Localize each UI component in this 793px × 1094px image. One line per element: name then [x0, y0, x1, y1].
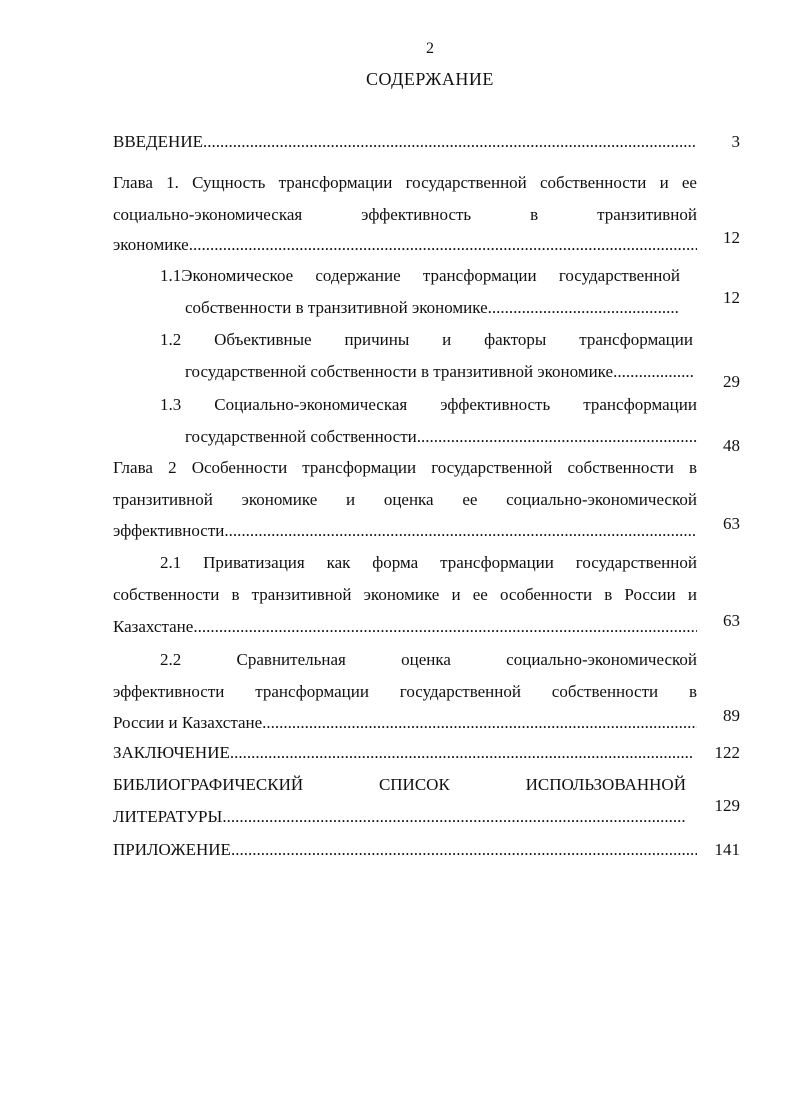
toc-page-number: 89 — [723, 706, 740, 725]
toc-entry-text: 1.3 Социально-экономическая эффективность трансформации — [160, 395, 697, 414]
toc-entry-title — [113, 617, 697, 637]
toc-entry-text: собственности в транзитивной экономике и ее особенности в России и — [113, 585, 697, 604]
toc-entry-text: транзитивной экономике и оценка ее социально-экономической — [113, 490, 697, 509]
toc-entry-title — [113, 235, 697, 255]
dot-leader — [193, 617, 697, 637]
toc-entry-title — [113, 807, 686, 827]
toc-entry-text: государственной собственности в транзитивной экономике — [185, 362, 614, 381]
toc-page-number: 63 — [723, 611, 740, 630]
toc-entry-text: социально-экономическая эффективность в транзитивной — [113, 205, 697, 224]
toc-entry-text: ПРИЛОЖЕНИЕ — [113, 840, 231, 859]
toc-entry-text: Глава 2 Особенности трансформации государственной собственности в — [113, 458, 697, 477]
dot-leader — [189, 235, 697, 255]
toc-page-number: 29 — [723, 372, 740, 391]
toc-entry-text: Казахстане — [113, 617, 194, 636]
toc-entry-title — [113, 743, 692, 763]
dot-leader — [203, 132, 697, 152]
toc-entry-title — [113, 132, 697, 152]
toc-entry-title — [185, 427, 697, 447]
dot-leader — [222, 807, 686, 827]
toc-entry-text: экономике — [113, 235, 189, 254]
toc-entry-title — [113, 713, 697, 733]
toc-entry-text: Глава 1. Сущность трансформации государственной собственности и ее — [113, 173, 697, 192]
toc-entry-text: собственности в транзитивной экономике — [185, 298, 488, 317]
toc-entry-title — [185, 298, 680, 318]
toc-page-number: 12 — [723, 228, 740, 247]
toc-page-number: 129 — [714, 796, 740, 815]
toc-entry-title — [185, 362, 693, 382]
toc-entry-text: ВВЕДЕНИЕ — [113, 132, 203, 151]
toc-entry-text: 1.2 Объективные причины и факторы трансформации — [160, 330, 693, 349]
page-title: СОДЕРЖАНИЕ — [366, 69, 494, 89]
dot-leader — [417, 427, 697, 447]
toc-page-number: 141 — [714, 840, 740, 859]
toc-entry-text: государственной собственности — [185, 427, 417, 446]
toc-page-number: 3 — [731, 132, 740, 151]
dot-leader — [262, 713, 697, 733]
dot-leader — [230, 743, 692, 763]
toc-page-number: 63 — [723, 514, 740, 533]
dot-leader — [488, 298, 680, 318]
toc-entry-text: ЛИТЕРАТУРЫ — [113, 807, 223, 826]
toc-entry-text: 2.1 Приватизация как форма трансформации государственной — [160, 553, 697, 572]
toc-entry-title — [113, 840, 697, 860]
toc-entry-title — [113, 521, 697, 541]
toc-entry-text: эффективности — [113, 521, 225, 540]
toc-entry-text: ЗАКЛЮЧЕНИЕ — [113, 743, 230, 762]
page-number: 2 — [426, 40, 434, 57]
toc-page-number: 12 — [723, 288, 740, 307]
toc-page-number: 122 — [714, 743, 740, 762]
dot-leader — [224, 521, 697, 541]
dot-leader — [613, 362, 693, 382]
toc-entry-text: эффективности трансформации государственной собственности в — [113, 682, 697, 701]
toc-page-number: 48 — [723, 436, 740, 455]
toc-entry-text: 1.1Экономическое содержание трансформации государственной — [160, 266, 680, 285]
toc-entry-text: России и Казахстане — [113, 713, 263, 732]
dot-leader — [231, 840, 697, 860]
toc-entry-text: 2.2 Сравнительная оценка социально-экономической — [160, 650, 697, 669]
toc-entry-text: БИБЛИОГРАФИЧЕСКИЙ СПИСОК ИСПОЛЬЗОВАННОЙ — [113, 775, 686, 794]
